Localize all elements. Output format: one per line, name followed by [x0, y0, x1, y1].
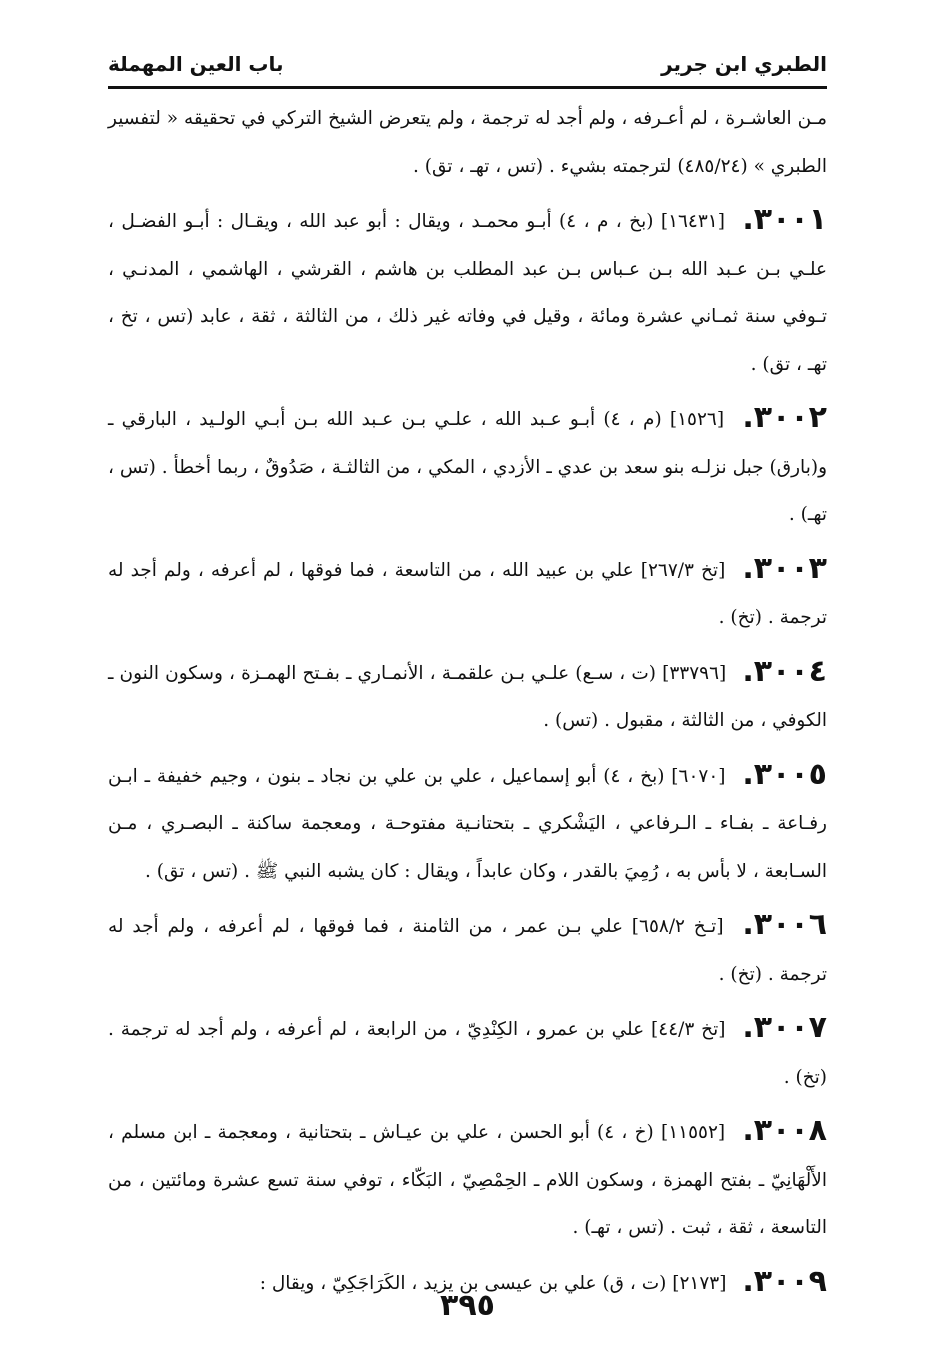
entry-text: [١٥٢٦] (م ، ٤) أبـو عـبد الله ، علـي بـن عـبد الله بـن أبـي الولـيد ، البارقي ـ و(بارق) جبل نزلـه بنو سعد بن عدي ـ الأزدي ، المكي ، من الثالثـة ، صَدُوقٌ ، ربما أخطأ . (تس ، تهـ) . [108, 409, 827, 525]
entry-text: [٦٠٧٠] (بخ ، ٤) أبو إسماعيل ، علي بن علي بن نجاد ـ بنون ، وجيم خفيفة ـ ابـن رفـاعة ـ بفـاء ـ الـرفاعي ، اليَشْكري ـ بتحتانـية مفتوحـة ، ومعجمة ساكنة ـ البصـري ، مـن السـابعة ، لا بأس به ، رُمِيَ بالقدر ، وكان عابداً ، ويقال : كان يشبه النبي ﷺ . (تس ، تق) . [108, 765, 827, 882]
entry-number: ٣٠٠٧. [742, 1010, 827, 1045]
entry-text: [٣٣٧٩٦] (ت ، سـع) علـي بـن علقمـة ، الأنمـاري ـ بفـتح الهمـزة ، وسكون النون ـ الكوفي ، من الثالثة ، مقبول . (تس) . [108, 662, 827, 731]
page-body [108, 95, 827, 1313]
entry-number: ٣٠٠٩. [742, 1263, 827, 1299]
entry-text: [٢١٧٣] (ت ، ق) علي بن عيسى بن يزيد ، الكَرَاجَكِيّ ، ويقال : [259, 1272, 727, 1294]
entry-3004 [108, 648, 827, 745]
entry-text: [تخ ٤٤/٣] علي بن عمرو ، الكِنْدِيّ ، من الرابعة ، لم أعرفه ، ولم أجد له ترجمة . (تخ) . [108, 1019, 827, 1088]
entry-3003 [108, 545, 827, 642]
book-title: الطبري ابن جرير [661, 52, 827, 76]
chapter-title: باب العين المهملة [108, 52, 284, 76]
entry-number: ٣٠٠٢. [742, 400, 827, 435]
entry-3006 [108, 901, 827, 998]
entry-number: ٣٠٠٥. [742, 756, 827, 792]
entry-text: [١٦٤٣١] (بخ ، م ، ٤) أبـو محمـد ، ويقال : أبو عبد الله ، ويقـال : أبـو الفضـل ، علـي بـن عـبد الله بـن عـباس بـن عبد المطلب بن هاشم ، القرشي ، الهاشمي ، المدنـي ، تـوفي سنة ثمـاني عشرة ومائة ، وقيل في وفاته غير ذلك ، من الثالثة ، ثقة ، عابد (تس ، تخ ، تهـ ، تق) . [108, 211, 827, 375]
entry-number: ٣٠٠٣. [742, 550, 827, 586]
entry-3001 [108, 196, 827, 388]
entry-number: ٣٠٠٦. [742, 907, 828, 942]
entry-number: ٣٠٠٨. [742, 1113, 827, 1148]
entry-3005 [108, 751, 827, 896]
entry-number: ٣٠٠٤. [742, 653, 827, 689]
intro-paragraph: مـن العاشـرة ، لم أعـرفه ، ولم أجد له ترجمة ، ولم يتعرض الشيخ التركي في تحقيقه « لتفسير الطبري » (٤٨٥/٢٤) لترجمته بشيء . (تس ، تهـ ، تق) . [108, 108, 827, 177]
entry-3007 [108, 1004, 827, 1101]
entry-text: [١١٥٥٢] (خ ، ٤) أبو الحسن ، علي بن عيـاش ـ بتحتانية ، ومعجمة ـ ابن مسلم ، الأَلْهَانِيّ ـ بفتح الهمزة ، وسكون اللام ـ الحِمْصِيّ ، البَكّاء ، توفي سنة تسع عشرة ومائتين ، من التاسعة ، ثقة ، ثبت . (تس ، تهـ) . [108, 1122, 827, 1238]
page-number: ٣٩٥ [440, 1288, 495, 1323]
entry-text: [تخ ٢٦٧/٣] علي بن عبيد الله ، من التاسعة ، فما فوقها ، لم أعرفه ، ولم أجد له ترجمة . (تخ) . [108, 559, 827, 628]
entry-3002 [108, 394, 827, 539]
page-header [108, 36, 827, 89]
entry-3008 [108, 1107, 827, 1252]
entry-text: [تـخ ٦٥٨/٢] علي بـن عمر ، من الثامنة ، فما فوقها ، لم أعرفه ، ولم أجد له ترجمة . (تخ) . [108, 916, 827, 985]
entry-number: ٣٠٠١. [742, 202, 828, 237]
